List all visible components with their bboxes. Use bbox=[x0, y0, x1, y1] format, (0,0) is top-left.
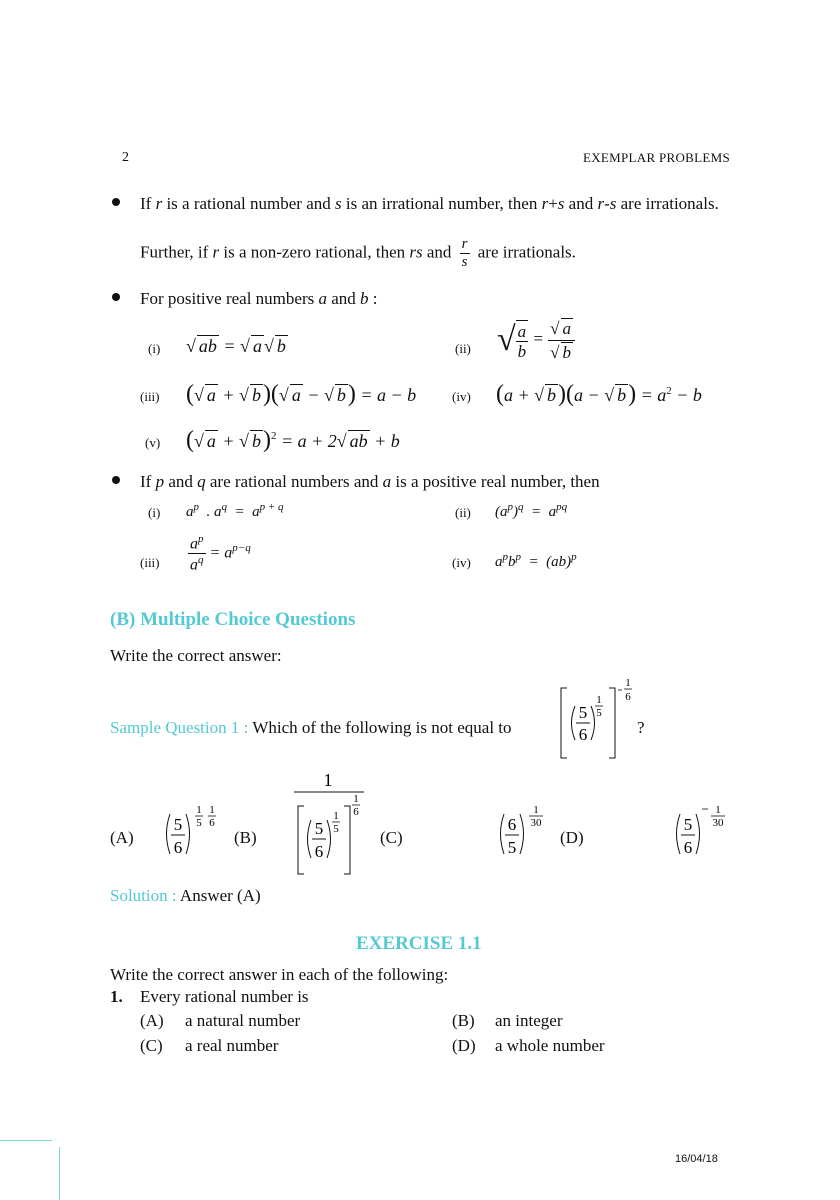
label-iv: (iv) bbox=[452, 555, 471, 570]
svg-text:30: 30 bbox=[712, 817, 724, 829]
bullet-1-line-2: Further, if r is a non-zero rational, then rs and $\frac{r}{s}$ are irrationals. bbox=[140, 236, 576, 270]
svg-text:30: 30 bbox=[530, 817, 542, 829]
label-i: (i) bbox=[148, 505, 161, 520]
q1-option-a-label: (A) bbox=[140, 1011, 164, 1030]
footer-rule-horizontal bbox=[0, 1140, 52, 1141]
svg-text:5: 5 bbox=[578, 703, 588, 722]
svg-text:5: 5 bbox=[333, 823, 339, 835]
option-b-label: (B) bbox=[234, 828, 257, 847]
svg-text:1: 1 bbox=[323, 770, 333, 790]
identity-iii: (√ a + √ b)(√ a − √ b) = a − b bbox=[186, 381, 417, 407]
bullet-3-intro: If p and q are rational numbers and a is a positive real number, then bbox=[140, 472, 600, 491]
question-1-text: Every rational number is bbox=[140, 987, 309, 1006]
svg-text:1: 1 bbox=[596, 694, 602, 706]
svg-text:1: 1 bbox=[353, 793, 359, 805]
law-product-base: $a^pb^p = (ab)^p$ bbox=[495, 551, 577, 570]
running-title: EXEMPLAR PROBLEMS bbox=[582, 150, 730, 165]
bullet-dot bbox=[112, 476, 120, 484]
option-d-expression bbox=[670, 800, 734, 864]
svg-text:1: 1 bbox=[625, 677, 631, 689]
svg-text:6: 6 bbox=[625, 691, 631, 703]
solution-label: Solution : bbox=[110, 886, 177, 905]
svg-text:6: 6 bbox=[173, 838, 183, 857]
svg-text:6: 6 bbox=[209, 817, 215, 829]
exercise-heading: EXERCISE 1.1 bbox=[356, 933, 482, 954]
law-product: $a^p$ . $a^q = a^{p + q}$ bbox=[186, 501, 284, 520]
law-quotient: $\frac{a^p}{a^q}$ = $a^{p-q}$ bbox=[190, 533, 251, 574]
sample-question-label: Sample Question 1 : bbox=[110, 718, 249, 737]
section-heading-mcq: (B) Multiple Choice Questions bbox=[110, 609, 356, 630]
label-iv: (iv) bbox=[452, 389, 471, 404]
q1-option-c-text: a real number bbox=[185, 1036, 279, 1055]
exercise-instruction: Write the correct answer in each of the following: bbox=[110, 965, 449, 984]
svg-text:5: 5 bbox=[314, 819, 324, 838]
identity-iv: (a + √ b)(a − √ $b) = a^2 - b$ bbox=[496, 381, 702, 407]
sample-question-mark: ? bbox=[637, 718, 645, 737]
option-a-expression bbox=[160, 800, 220, 864]
q1-option-b-label: (B) bbox=[452, 1011, 475, 1030]
mcq-instruction: Write the correct answer: bbox=[110, 646, 282, 665]
sample-question bbox=[110, 718, 512, 738]
label-iii: (iii) bbox=[140, 389, 160, 404]
option-d-label: (D) bbox=[560, 828, 584, 847]
svg-text:6: 6 bbox=[507, 815, 517, 834]
q1-option-b-text: an integer bbox=[495, 1011, 563, 1030]
q1-option-d-label: (D) bbox=[452, 1036, 476, 1055]
identity-v: (√ a + √ b)$^2$ = a + 2√ ab + b bbox=[186, 427, 400, 453]
footer-rule-vertical bbox=[59, 1147, 60, 1200]
svg-text:6: 6 bbox=[353, 806, 359, 818]
svg-text:5: 5 bbox=[507, 838, 517, 857]
svg-text:5: 5 bbox=[196, 817, 202, 829]
bullet-1-line-1: If r is a rational number and s is an irrational number, then r+s and r-s are irrationals. bbox=[140, 194, 719, 213]
svg-text:1: 1 bbox=[715, 804, 721, 816]
footer-date: 16/04/18 bbox=[675, 1153, 718, 1165]
label-ii: (ii) bbox=[455, 341, 471, 356]
question-1-number: 1. bbox=[110, 987, 123, 1006]
bullet-dot bbox=[112, 198, 120, 206]
solution-text: Answer (A) bbox=[179, 886, 261, 905]
sample-question-text: Which of the following is not equal to bbox=[252, 718, 512, 737]
bullet-dot bbox=[112, 293, 120, 301]
identity-sqrt-quotient: √ $\frac{a}{b}$ = $\frac{√ a}{√ b}$ bbox=[497, 318, 575, 362]
page-number: 2 bbox=[122, 150, 129, 165]
svg-text:5: 5 bbox=[596, 707, 602, 719]
option-c-expression bbox=[494, 800, 550, 864]
q1-option-d-text: a whole number bbox=[495, 1036, 605, 1055]
label-ii: (ii) bbox=[455, 505, 471, 520]
svg-text:6: 6 bbox=[314, 842, 324, 861]
svg-text:1: 1 bbox=[209, 804, 215, 816]
svg-text:1: 1 bbox=[196, 804, 202, 816]
svg-text:6: 6 bbox=[683, 838, 693, 857]
label-i: (i) bbox=[148, 341, 161, 356]
solution bbox=[110, 886, 261, 906]
q1-option-c-label: (C) bbox=[140, 1036, 163, 1055]
option-c-label: (C) bbox=[380, 828, 403, 847]
svg-text:6: 6 bbox=[578, 725, 588, 744]
bullet-2-intro: For positive real numbers a and b : bbox=[140, 289, 378, 308]
option-b-expression bbox=[290, 766, 370, 878]
identity-sqrt-product: √ ab = √ a √ b bbox=[186, 336, 286, 356]
law-power: $(a^p)^q = a^{pq}$ bbox=[495, 501, 568, 520]
option-a-label: (A) bbox=[110, 828, 134, 847]
label-iii: (iii) bbox=[140, 555, 160, 570]
label-v: (v) bbox=[145, 435, 161, 450]
svg-text:5: 5 bbox=[173, 815, 183, 834]
svg-text:1: 1 bbox=[533, 804, 539, 816]
svg-text:5: 5 bbox=[683, 815, 693, 834]
q1-option-a-text: a natural number bbox=[185, 1011, 301, 1030]
sample-question-expression bbox=[555, 676, 635, 762]
svg-text:1: 1 bbox=[333, 810, 339, 822]
r-over-s-fraction: $\frac{r}{s}$ bbox=[461, 236, 468, 270]
